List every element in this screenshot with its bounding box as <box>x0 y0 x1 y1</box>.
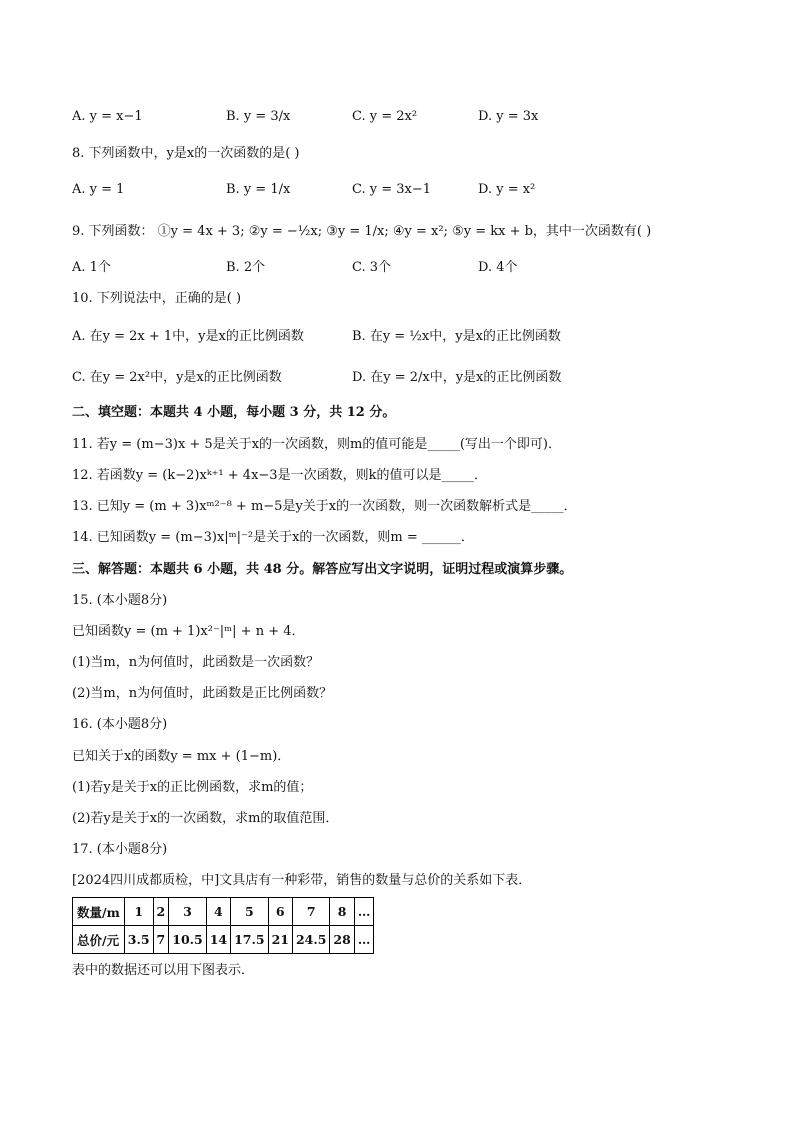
q10-option-d: D. 在y = 2/x中，y是x的正比例函数 <box>352 370 562 385</box>
q7-option-b: B. y = 3/x <box>226 109 291 124</box>
q17-after-text: 表中的数据还可以用下图表示． <box>72 963 255 978</box>
q8-option-a: A. y = 1 <box>72 182 125 197</box>
q8-option-d: D. y = x² <box>478 182 536 197</box>
table-cell: … <box>354 898 374 926</box>
table-cell: 总价/元 <box>73 926 125 954</box>
q9-stem: 9. 下列函数： ①y = 4x + 3; ②y = −½x; ③y = 1/x; ④y = x²; ⑤y = kx + b，其中一次函数有( ) <box>72 224 652 239</box>
table-cell: 4 <box>206 898 230 926</box>
q17-title: 17. (本小题8分) <box>72 842 168 857</box>
q16-given: 已知关于x的函数y = mx + (1−m)． <box>72 749 291 764</box>
q11-text: 11. 若y = (m−3)x + 5是关于x的一次函数，则m的值可能是_____(写出一个即可)． <box>72 437 562 452</box>
q10-option-b: B. 在y = ½x中，y是x的正比例函数 <box>352 329 561 344</box>
table-cell: 5 <box>231 898 268 926</box>
table-cell: 8 <box>330 898 354 926</box>
table-cell: 数量/m <box>73 898 125 926</box>
table-cell: 28 <box>330 926 354 954</box>
q8-stem: 8. 下列函数中，y是x的一次函数的是( ) <box>72 146 300 161</box>
q9-option-a: A. 1个 <box>72 260 111 275</box>
table-cell: 7 <box>153 926 169 954</box>
table-cell: 3.5 <box>124 926 153 954</box>
q16-title: 16. (本小题8分) <box>72 717 168 732</box>
q9-option-d: D. 4个 <box>478 260 518 275</box>
q7-option-c: C. y = 2x² <box>352 109 418 124</box>
table-cell: 6 <box>268 898 292 926</box>
table-cell: 7 <box>292 898 329 926</box>
q8-option-c: C. y = 3x−1 <box>352 182 432 197</box>
q17-given: [2024四川成都质检，中]文具店有一种彩带，销售的数量与总价的关系如下表． <box>72 873 532 888</box>
table-cell: 21 <box>268 926 292 954</box>
q16-part-1: (1)若y是关于x的正比例函数，求m的值； <box>72 780 313 795</box>
table-row <box>73 926 374 954</box>
section-heading-fill-in: 二、填空题：本题共 4 小题，每小题 3 分，共 12 分。 <box>72 405 396 420</box>
q9-option-c: C. 3个 <box>352 260 392 275</box>
q9-option-b: B. 2个 <box>226 260 266 275</box>
section-heading-solutions: 三、解答题：本题共 6 小题，共 48 分。解答应写出文字说明，证明过程或演算步骤。 <box>72 562 573 577</box>
q13-text: 13. 已知y = (m + 3)xᵐ²⁻⁸ + m−5是y关于x的一次函数，则一次函数解析式是_____． <box>72 499 577 514</box>
q15-part-1: (1)当m，n为何值时，此函数是一次函数？ <box>72 655 320 670</box>
table-cell: 1 <box>124 898 153 926</box>
table-cell: 14 <box>206 926 230 954</box>
q8-option-b: B. y = 1/x <box>226 182 291 197</box>
table-cell: 2 <box>153 898 169 926</box>
q7-option-a: A. y = x−1 <box>72 109 143 124</box>
q10-stem: 10. 下列说法中，正确的是( ) <box>72 291 242 306</box>
table-cell: 3 <box>169 898 206 926</box>
q12-text: 12. 若函数y = (k−2)xᵏ⁺¹ + 4x−3是一次函数，则k的值可以是_____． <box>72 468 487 483</box>
table-cell: … <box>354 926 374 954</box>
q16-part-2: (2)若y是关于x的一次函数，求m的取值范围． <box>72 811 339 826</box>
q15-given: 已知函数y = (m + 1)x²⁻|ᵐ| + n + 4． <box>72 624 305 639</box>
q10-option-a: A. 在y = 2x + 1中，y是x的正比例函数 <box>72 329 304 344</box>
table-cell: 10.5 <box>169 926 206 954</box>
q7-option-d: D. y = 3x <box>478 109 539 124</box>
table-row <box>73 898 374 926</box>
q15-title: 15. (本小题8分) <box>72 593 168 608</box>
q14-text: 14. 已知函数y = (m−3)x|ᵐ|⁻²是关于x的一次函数，则m = ______． <box>72 530 474 545</box>
q10-option-c: C. 在y = 2x²中，y是x的正比例函数 <box>72 370 282 385</box>
table-cell: 17.5 <box>231 926 268 954</box>
price-table <box>72 897 374 954</box>
q15-part-2: (2)当m，n为何值时，此函数是正比例函数？ <box>72 686 333 701</box>
table-cell: 24.5 <box>292 926 329 954</box>
